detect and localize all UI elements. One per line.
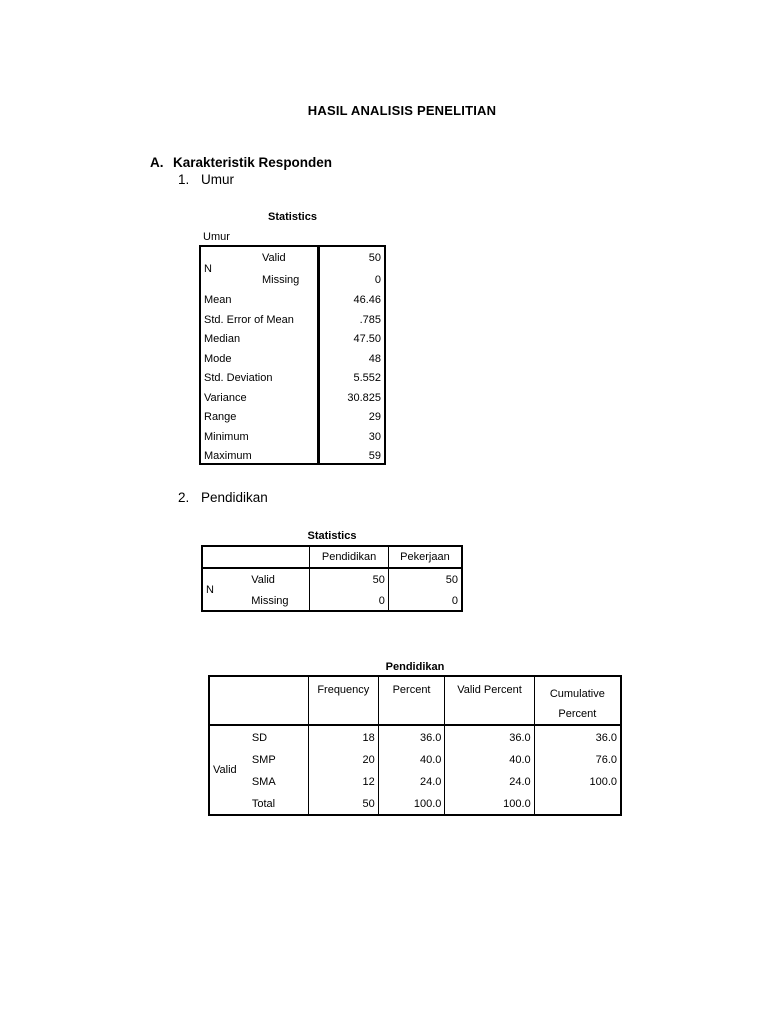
- section-heading: [150, 155, 332, 170]
- row-label: Missing: [262, 274, 300, 286]
- corner-cell: [202, 546, 310, 568]
- table-row: [209, 793, 621, 815]
- column-header: [534, 676, 621, 725]
- table-cell: 40.0: [378, 749, 445, 771]
- table-cell: 100.0: [378, 793, 445, 815]
- column-header: Valid Percent: [445, 676, 534, 725]
- table-cell: 100.0: [445, 793, 534, 815]
- table-row: [201, 389, 384, 409]
- row-label: Valid: [248, 568, 310, 591]
- table-caption: Pendidikan: [385, 661, 445, 673]
- table-row: [201, 271, 384, 291]
- table-cell: 36.0: [445, 725, 534, 749]
- table-cell: 76.0: [595, 754, 617, 766]
- table-cell: 24.0: [445, 771, 534, 793]
- table-cell: 100.0: [589, 776, 617, 788]
- table-cell: 24.0: [378, 771, 445, 793]
- table-caption: Statistics: [307, 530, 357, 542]
- table-row: [201, 330, 384, 350]
- pendidikan-pekerjaan-statistics-table: [201, 545, 463, 612]
- umur-statistics-table: [199, 245, 386, 465]
- corner-cell: [209, 676, 308, 725]
- row-label: SMP: [249, 749, 309, 771]
- table-cell: .785: [359, 313, 381, 326]
- subsection-number: 2.: [178, 490, 190, 505]
- table-row: [201, 369, 384, 389]
- row-label: Median: [204, 333, 241, 345]
- table-cell: 18: [308, 725, 378, 749]
- row-label: Minimum: [204, 430, 249, 443]
- table-cell: 46.46: [353, 294, 381, 306]
- pendidikan-frequency-table: [208, 675, 622, 816]
- table-variable-label: Umur: [203, 231, 230, 243]
- page-title: HASIL ANALISIS PENELITIAN: [307, 103, 497, 118]
- table-row: [201, 291, 384, 311]
- table-cell: 50: [308, 793, 378, 815]
- table-cell: 0: [451, 594, 458, 607]
- table-row: [201, 311, 384, 331]
- table-row: [201, 447, 384, 467]
- row-label: Range: [204, 411, 237, 423]
- table-cell: 50: [368, 252, 381, 264]
- row-label: Std. Deviation: [204, 372, 273, 384]
- table-caption: Statistics: [268, 211, 317, 223]
- row-label: Missing: [248, 591, 310, 611]
- table-cell: 0: [374, 274, 381, 286]
- table-cell: 40.0: [445, 749, 534, 771]
- row-label: Total: [249, 793, 309, 815]
- column-header: Percent: [378, 676, 445, 725]
- table-cell: 47.50: [353, 333, 381, 345]
- row-label: Valid: [262, 252, 286, 264]
- table-cell: [534, 793, 621, 815]
- subsection-label: Pendidikan: [201, 490, 268, 505]
- table-cell: 0: [310, 591, 389, 611]
- row-label: Mode: [204, 352, 232, 365]
- table-row: [201, 428, 384, 448]
- column-header: Frequency: [308, 676, 378, 725]
- section-letter: A.: [150, 155, 164, 170]
- column-header-text: Cumulative Percent: [549, 688, 605, 720]
- subsection-umur: [178, 172, 234, 187]
- subsection-number: 1.: [178, 172, 190, 187]
- table-cell: 36.0: [378, 725, 445, 749]
- table-cell: 48: [368, 352, 381, 365]
- table-cell: 30.825: [347, 391, 381, 404]
- table-cell: 50: [445, 574, 458, 586]
- table-cell: 50: [310, 568, 389, 591]
- row-label: Std. Error of Mean: [204, 313, 294, 326]
- row-group-label: N: [204, 263, 212, 275]
- row-label: SMA: [249, 771, 309, 793]
- table-cell: 12: [308, 771, 378, 793]
- table-row: [209, 749, 621, 771]
- row-label: Maximum: [204, 450, 252, 462]
- table-row: [209, 771, 621, 793]
- row-label: Mean: [204, 294, 232, 306]
- column-header: Pekerjaan: [388, 546, 462, 568]
- table-cell: 36.0: [595, 731, 617, 744]
- table-cell: 30: [368, 430, 381, 443]
- table-cell: 5.552: [353, 372, 381, 384]
- table-row: [201, 350, 384, 370]
- table-cell: 29: [368, 411, 381, 423]
- row-label: Variance: [204, 391, 247, 404]
- subsection-pendidikan: [178, 490, 268, 505]
- subsection-label: Umur: [201, 172, 234, 187]
- table-row: [201, 408, 384, 428]
- row-label: SD: [249, 725, 309, 749]
- section-label: Karakteristik Responden: [173, 155, 333, 170]
- table-cell: 59: [368, 450, 381, 462]
- column-header: Pendidikan: [310, 546, 389, 568]
- table-row: [209, 725, 621, 749]
- row-group-label: N: [206, 583, 214, 596]
- table-cell: 20: [308, 749, 378, 771]
- row-group-label: Valid: [213, 764, 237, 776]
